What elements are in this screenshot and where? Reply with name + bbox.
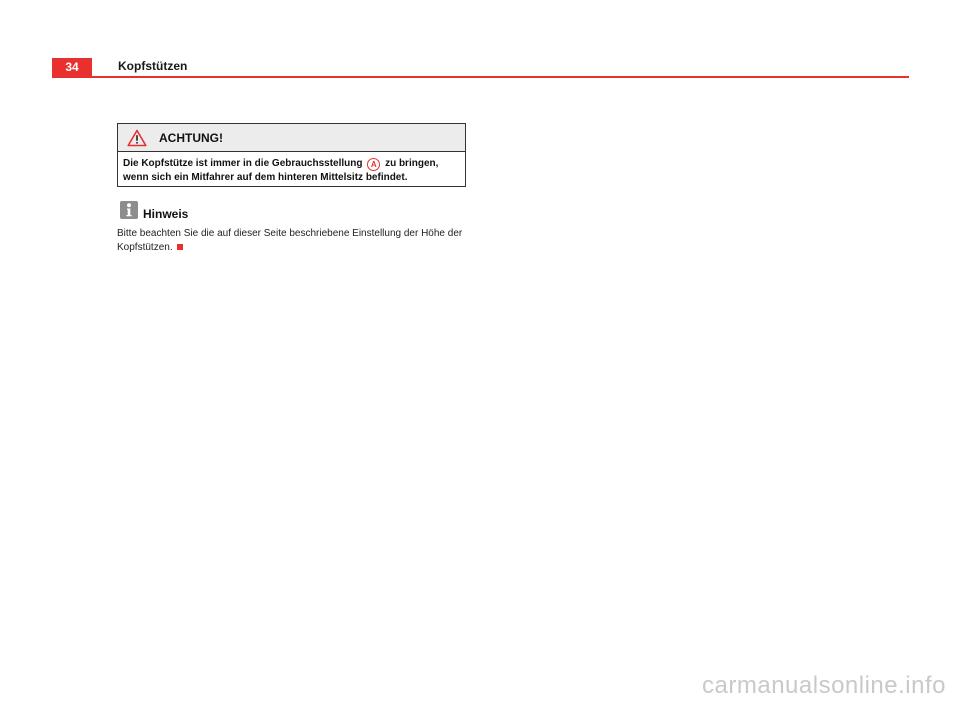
note-title: Hinweis (143, 207, 189, 221)
header-divider (52, 76, 909, 78)
section-end-marker (177, 244, 183, 250)
warning-header (118, 124, 465, 152)
warning-text (118, 152, 465, 185)
warning-text-part-1: Die Kopfstütze ist immer in die Gebrauchsstellung (123, 158, 363, 169)
reference-badge: A (367, 158, 380, 171)
warning-text-part-2: zu bringen, wenn sich ein Mitfahrer auf dem hinteren Mittelsitz befindet. (123, 158, 439, 183)
watermark: carmanualsonline.info (702, 672, 946, 699)
note-text-content: Bitte beachten Sie die auf dieser Seite beschriebene Einstellung der Höhe der Kopfstützen. (117, 228, 463, 253)
page-title: Kopfstützen (118, 59, 188, 73)
warning-box (117, 123, 466, 187)
warning-title: ACHTUNG! (159, 130, 223, 145)
note-text (117, 227, 467, 255)
info-person-glyph-icon (120, 201, 138, 219)
page-number: 34 (52, 58, 92, 76)
warning-triangle-icon (127, 129, 147, 147)
info-person-icon (120, 201, 138, 219)
